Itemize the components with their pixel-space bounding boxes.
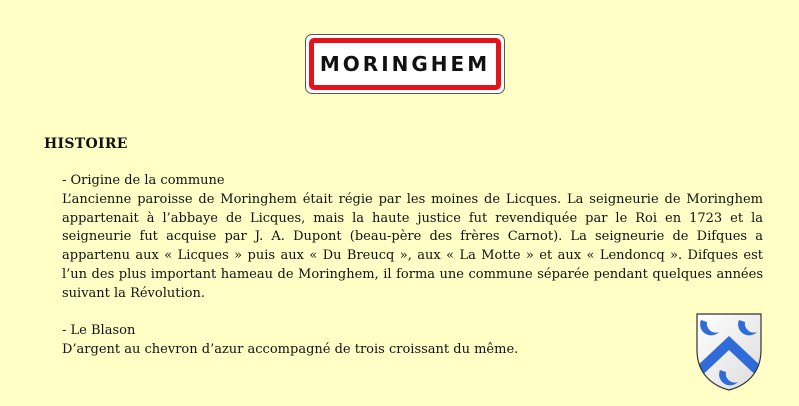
blason-description: D’argent au chevron d’azur accompagné de trois croissant du même. [62,342,519,358]
content [62,172,763,360]
blason-heading: - Le Blason [62,323,136,339]
spacer [62,304,763,323]
origine-heading: - Origine de la commune [62,173,225,188]
town-sign-text: MORINGHEM [309,38,501,90]
town-sign [305,34,505,94]
section-title: HISTOIRE [44,136,128,152]
coat-of-arms-icon [693,312,765,392]
origine-paragraph: L’ancienne paroisse de Moringhem était régie par les moines de Licques. La seigneurie de Moringhem appartenait à l’abbaye de Licques, mais la haute justice fut revendiquée par le Roi en 1723 et la seigneurie fut acquise par J. A. Dupont (beau-père des frères Carnot). La seigneurie de Difques a appartenu aux « Licques » puis aux « Du Breucq », aux « La Motte » et aux « Lendoncq ». Difques est l’un des plus important hameau de Moringhem, il forma une commune séparée pendant quelques années suivant la Révolution. [62,191,763,301]
